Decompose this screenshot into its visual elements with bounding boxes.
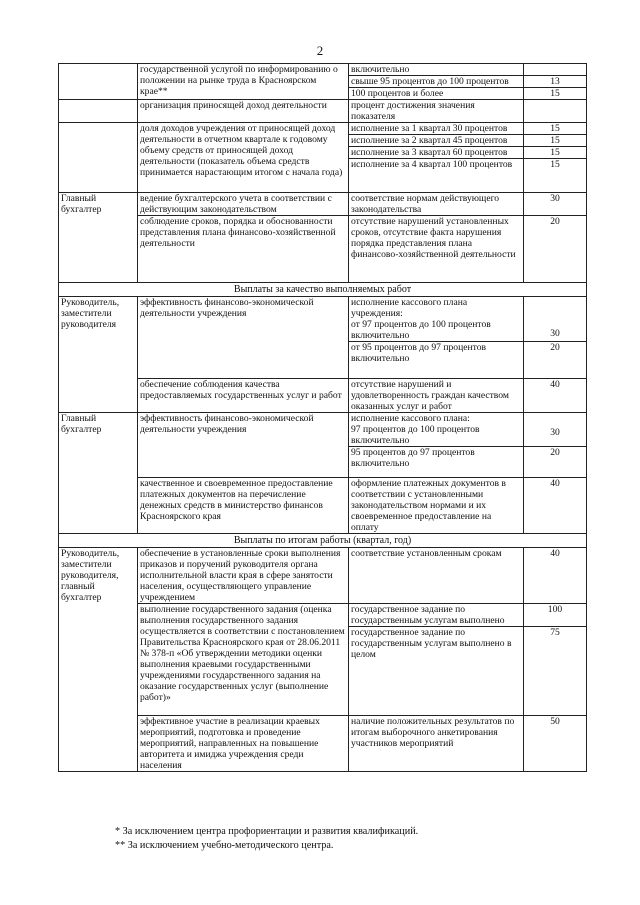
criterion-cell: обеспечение соблюдения качества предоставляемых государственных услуг и работ bbox=[138, 379, 349, 413]
condition-cell: исполнение за 3 квартал 60 процентов bbox=[349, 147, 524, 159]
page-number: 2 bbox=[316, 43, 324, 58]
table-row bbox=[59, 123, 587, 135]
position-cell bbox=[59, 123, 138, 193]
table-row bbox=[59, 64, 587, 76]
condition-cell: исполнение кассового плана: 97 процентов до 100 процентов включительно bbox=[349, 413, 524, 447]
points-cell: 15 bbox=[524, 123, 587, 135]
condition-cell: 100 процентов и более bbox=[349, 88, 524, 100]
criterion-cell: государственной услугой по информированию о положении на рынке труда в Красноярском крае** bbox=[138, 64, 349, 100]
points-cell: 15 bbox=[524, 147, 587, 159]
table-row bbox=[59, 193, 587, 216]
condition-cell: наличие положительных результатов по итогам выборочного анкетирования участников мероприятий bbox=[349, 716, 524, 772]
points-cell: 15 bbox=[524, 88, 587, 100]
points-cell: 40 bbox=[524, 478, 587, 534]
points-cell: 20 bbox=[524, 216, 587, 283]
condition-cell: государственное задание по государственным услугам выполнено bbox=[349, 604, 524, 627]
condition-cell: отсутствие нарушений и удовлетворенность граждан качеством оказанных услуг и работ bbox=[349, 379, 524, 413]
condition-cell: от 95 процентов до 97 процентов включительно bbox=[349, 342, 524, 379]
position-cell: Главный бухгалтер bbox=[59, 193, 138, 283]
criterion-cell: обеспечение в установленные сроки выполнения приказов и поручений руководителя органа исполнительной власти края в сфере занятости населения, осуществляющего управление учреждением bbox=[138, 548, 349, 604]
table-row bbox=[59, 216, 587, 283]
condition-cell: процент достижения значения показателя bbox=[349, 100, 524, 123]
condition-cell: исполнение кассового плана учреждения: от 97 процентов до 100 процентов включительно bbox=[349, 297, 524, 342]
criterion-cell: качественное и своевременное предоставление платежных документов на перечисление денежных средств в министерство финансов Красноярского края bbox=[138, 478, 349, 534]
condition-cell: исполнение за 2 квартал 45 процентов bbox=[349, 135, 524, 147]
table-row bbox=[59, 379, 587, 413]
condition-cell: свыше 95 процентов до 100 процентов bbox=[349, 76, 524, 88]
points-cell bbox=[524, 64, 587, 76]
condition-cell: 95 процентов до 97 процентов включительно bbox=[349, 447, 524, 478]
criterion-cell: выполнение государственного задания (оценка выполнения государственного задания осуществляется в соответствии с постановлением Правительства Красноярского края от 28.06.2011 № 378-п «Об утверждении методики оценки выполнения краевыми государственными учреждениями государственного задания на оказание государственных услуг (выполнение работ)» bbox=[138, 604, 349, 716]
criterion-cell: эффективное участие в реализации краевых мероприятий, подготовка и проведение мероприятий, направленных на повышение авторитета и имиджа учреждения среди населения bbox=[138, 716, 349, 772]
points-cell: 30 bbox=[524, 193, 587, 216]
table-row bbox=[59, 548, 587, 604]
condition-cell: отсутствие нарушений установленных сроков, отсутствие факта нарушения порядка представления плана финансово-хозяйственной деятельности bbox=[349, 216, 524, 283]
condition-cell: исполнение за 1 квартал 30 процентов bbox=[349, 123, 524, 135]
points-cell bbox=[524, 100, 587, 123]
section-header-results: Выплаты по итогам работы (квартал, год) bbox=[59, 534, 587, 548]
table-row bbox=[59, 100, 587, 123]
section-header-quality: Выплаты за качество выполняемых работ bbox=[59, 283, 587, 297]
criterion-cell: ведение бухгалтерского учета в соответствии с действующим законодательством bbox=[138, 193, 349, 216]
footnote-1: * За исключением центра профориентации и развития квалификаций. bbox=[115, 826, 419, 837]
condition-cell: соответствие нормам действующего законодательства bbox=[349, 193, 524, 216]
table-row bbox=[59, 716, 587, 772]
criterion-cell: организация приносящей доход деятельности bbox=[138, 100, 349, 123]
table-row bbox=[59, 283, 587, 297]
table-row bbox=[59, 604, 587, 627]
criterion-cell: соблюдение сроков, порядка и обоснованности представления плана финансово-хозяйственной деятельности bbox=[138, 216, 349, 283]
position-cell bbox=[59, 100, 138, 123]
criterion-cell: эффективность финансово-экономической деятельности учреждения bbox=[138, 297, 349, 379]
points-cell: 15 bbox=[524, 159, 587, 193]
points-cell: 50 bbox=[524, 716, 587, 772]
position-cell: Руководитель, заместители руководителя bbox=[59, 297, 138, 413]
table-row bbox=[59, 297, 587, 342]
criterion-cell: доля доходов учреждения от приносящей доход деятельности в отчетном квартале к годовому объему средств от приносящей доход деятельности (показатель объема средств принимается нарастающим итогом с начала года) bbox=[138, 123, 349, 193]
points-cell: 20 bbox=[524, 447, 587, 478]
table-row bbox=[59, 534, 587, 548]
footnote-2: ** За исключением учебно-методического центра. bbox=[115, 840, 334, 851]
points-cell: 40 bbox=[524, 379, 587, 413]
points-cell: 20 bbox=[524, 342, 587, 379]
points-cell: 30 bbox=[524, 297, 587, 342]
position-cell bbox=[59, 64, 138, 100]
condition-cell: оформление платежных документов в соответствии с установленными законодательством нормами и их своевременное предоставление на оплату bbox=[349, 478, 524, 534]
condition-cell: государственное задание по государственным услугам выполнено в целом bbox=[349, 627, 524, 716]
position-cell: Главный бухгалтер bbox=[59, 413, 138, 534]
table-row bbox=[59, 478, 587, 534]
condition-cell: исполнение за 4 квартал 100 процентов bbox=[349, 159, 524, 193]
points-cell: 75 bbox=[524, 627, 587, 716]
criterion-cell: эффективность финансово-экономической деятельности учреждения bbox=[138, 413, 349, 478]
footnotes bbox=[115, 825, 418, 853]
points-cell: 100 bbox=[524, 604, 587, 627]
position-cell: Руководитель, заместители руководителя, главный бухгалтер bbox=[59, 548, 138, 772]
points-cell: 40 bbox=[524, 548, 587, 604]
points-cell: 15 bbox=[524, 135, 587, 147]
points-cell: 13 bbox=[524, 76, 587, 88]
condition-cell: соответствие установленным срокам bbox=[349, 548, 524, 604]
criteria-table bbox=[58, 63, 587, 772]
condition-cell: включительно bbox=[349, 64, 524, 76]
points-cell: 30 bbox=[524, 413, 587, 447]
table-row bbox=[59, 413, 587, 447]
